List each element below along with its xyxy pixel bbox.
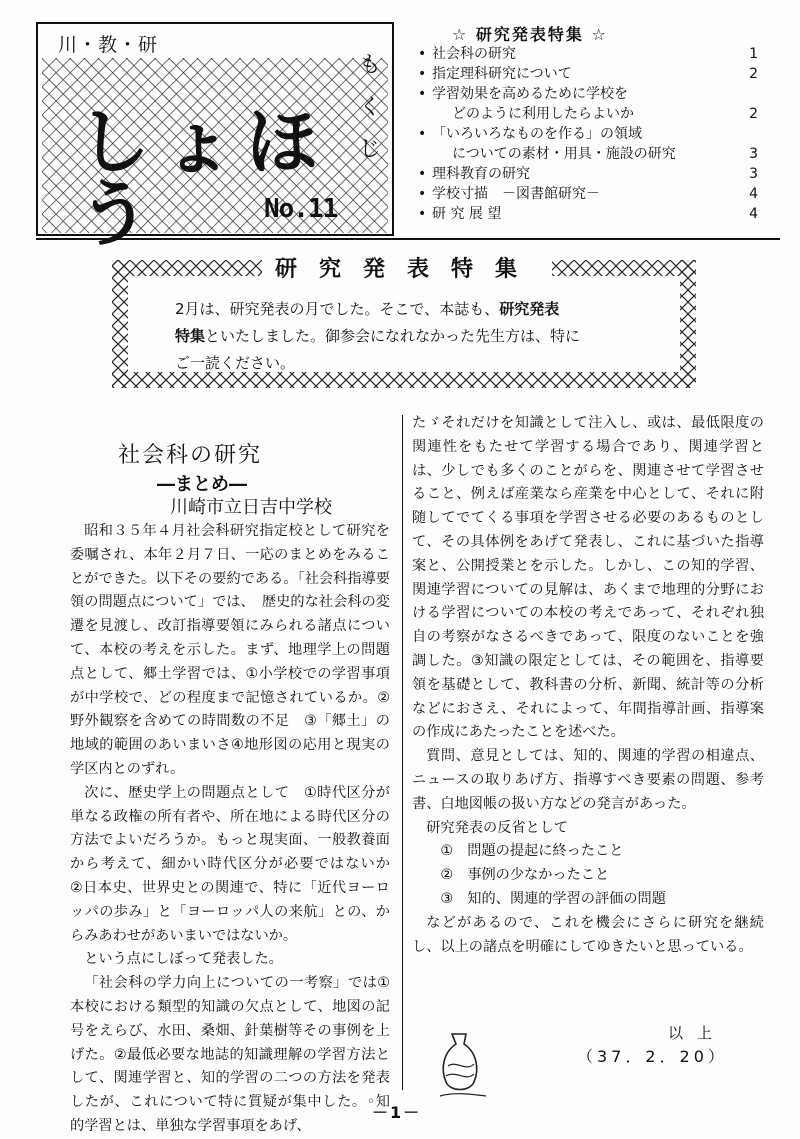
- list-item: ① 問題の提起に終ったこと: [440, 843, 624, 860]
- article-title: 社会科の研究: [118, 443, 263, 468]
- paragraph: たゞそれだけを知識として注入し、或は、最低限度の関連性をもたせて学習する場合であり、関連学習とは、少しでも多くのことがらを、関連させて学習させること、例えば産業なら産業を中心として、それに附随してでてくる事項を学習させる必要のあるものとして、その具体例をあげて発表し、これに基づいた指導案と、公開授業とを示した。しかし、この知的学習、関連学習についての見解は、あくまで地理的分野における学習についての本校の考えであって、それぞれ独自の考察がなさるべきであって、限度のないことを強調した。③知識の限定としては、その範囲を、指導要領を基礎として、教科書の分析、新聞、統計等の分析などにおさえ、それによって、年間指導計画、指導案の作成にあたったことを述べた。: [412, 415, 764, 741]
- toc-item-page: 3: [749, 166, 758, 182]
- paragraph: 次に、歴史学上の問題点として ①時代区分が単なる政権の所有者や、所在地による時代区分の方法でよいだろうか。もっと現実面、一般教養面から考えて、細かい時代区分が必要ではないか ②日本史、世界史との関連で、特に「近代ヨーロッパの歩み」と「ヨーロッパ人の来航」との、からみあわせがあいまいではないか。: [70, 784, 405, 944]
- paragraph: という点にしぼって発表した。: [84, 951, 283, 968]
- toc-item-label: 社会科の研究: [432, 46, 516, 62]
- article-column-right: [412, 412, 764, 959]
- paragraph: 質問、意見としては、知的、関連的学習の相違点、ニュースの取りあげ方、指導すべき要素の問題、参考書、白地図帳の扱い方などの発言があった。: [412, 748, 764, 812]
- issue-number: No.11: [264, 194, 338, 224]
- toc-item: [418, 84, 758, 124]
- feature-emphasis: 特集: [175, 327, 206, 345]
- list-item: ② 事例の少なかったこと: [440, 867, 610, 884]
- toc-item-label: どのように利用したらよいか: [452, 106, 634, 122]
- toc-item-page: 4: [749, 206, 758, 222]
- masthead-title: しょほう: [78, 99, 331, 256]
- feature-text: [175, 296, 675, 377]
- paragraph: 「社会科の学力向上についての一考察」では①本校における類型的知識の欠点として、地図の記号をえらび、水田、桑畑、針葉樹等その事例を上げた。②最低必要な地誌的知識理解の学習方法として、関連学習と、知的学習の二つの方法を発表したが、これについて特に質疑が集中した。◦知的学習とは、単独な学習事項をあげ、: [70, 975, 390, 1134]
- page-number: －1－: [372, 1103, 422, 1122]
- toc-item-page: 2: [749, 106, 758, 122]
- toc-item-page: 3: [749, 146, 758, 162]
- bullet-icon: •: [418, 86, 427, 102]
- feature-emphasis: 研究発表: [499, 300, 560, 318]
- toc-item: [418, 124, 758, 164]
- toc-item: [418, 184, 758, 204]
- closing-mark: 以上: [668, 1024, 727, 1042]
- mokuji-char: も: [358, 53, 381, 78]
- table-of-contents: [418, 44, 758, 224]
- feature-text-line: 2月は、研究発表の月でした。そこで、本誌も、: [175, 300, 500, 318]
- article-column-left: [70, 520, 405, 1139]
- paragraph: 昭和３５年４月社会科研究指定校として研究を委嘱され、本年２月７日、一応のまとめをみることができた。以下その要約である。「社会科指導要領の問題点について」では、 歴史的な社会科の変遷を見渡し、改訂指導要領にみられる諸点について、本校の考えを示した。まず、地理学上の問題点として、郷土学習では、①小学校での学習事項が中学校で、どの程度まで記憶されているか。②野外観察を含めての時間数の不足 ③「郷土」の地域的範囲のあいまいさ④地形図の応用と現実の学区内とのずれ。: [70, 523, 390, 777]
- toc-item-label: 「いろいろなものを作る」の領域: [432, 126, 642, 142]
- toc-item-label: についての素材・用具・施設の研究: [452, 146, 676, 162]
- mokuji-label: [355, 55, 385, 181]
- toc-item: [418, 204, 758, 224]
- bullet-icon: •: [418, 166, 427, 182]
- bullet-icon: •: [418, 186, 427, 202]
- toc-item-page: 2: [749, 66, 758, 82]
- mokuji-char: く: [358, 95, 381, 120]
- article-subtitle: ―まとめ―: [157, 474, 247, 495]
- toc-item-page: 1: [749, 46, 758, 62]
- toc-item-label: 学校寸描 －図書館研究－: [432, 186, 600, 202]
- header-rule: [36, 238, 780, 240]
- article-author-school: 川崎市立日吉中学校: [170, 497, 332, 518]
- bullet-icon: •: [418, 66, 427, 82]
- article-date: （37．2．20）: [577, 1047, 728, 1066]
- mokuji-char: じ: [358, 137, 381, 162]
- masthead-school: 川・教・研: [54, 30, 162, 57]
- paragraph: などがあるので、これを機会にさらに研究を継続し、以上の諸点を明確にしてゆきたいと思っている。: [412, 914, 764, 955]
- toc-item: [418, 64, 758, 84]
- toc-title: ☆ 研究発表特集 ☆: [452, 25, 608, 44]
- bullet-icon: •: [418, 46, 427, 62]
- bullet-icon: •: [418, 206, 427, 222]
- toc-item: [418, 44, 758, 64]
- feature-text-line: といたしました。御参会になれなかった先生方は、特に: [205, 327, 581, 345]
- toc-item-label: 理科教育の研究: [432, 166, 530, 182]
- bullet-icon: •: [418, 126, 427, 142]
- masthead-box: [36, 22, 394, 256]
- toc-item-label: 学習効果を高めるために学校を: [432, 86, 628, 102]
- vase-icon: [430, 1030, 490, 1100]
- toc-item: [418, 164, 758, 184]
- feature-title: 研究発表特集: [262, 252, 552, 283]
- toc-item-label: 指定理科研究について: [432, 66, 572, 82]
- column-divider: [402, 415, 403, 1090]
- toc-item-page: 4: [749, 186, 758, 202]
- toc-item-label: 研 究 展 望: [432, 206, 502, 222]
- list-item: ③ 知的、関連的学習の評価の問題: [440, 890, 666, 907]
- vase-illustration: [430, 1030, 490, 1100]
- feature-text-line: ご一読ください。: [175, 354, 296, 372]
- paragraph: 研究発表の反省として: [426, 819, 569, 836]
